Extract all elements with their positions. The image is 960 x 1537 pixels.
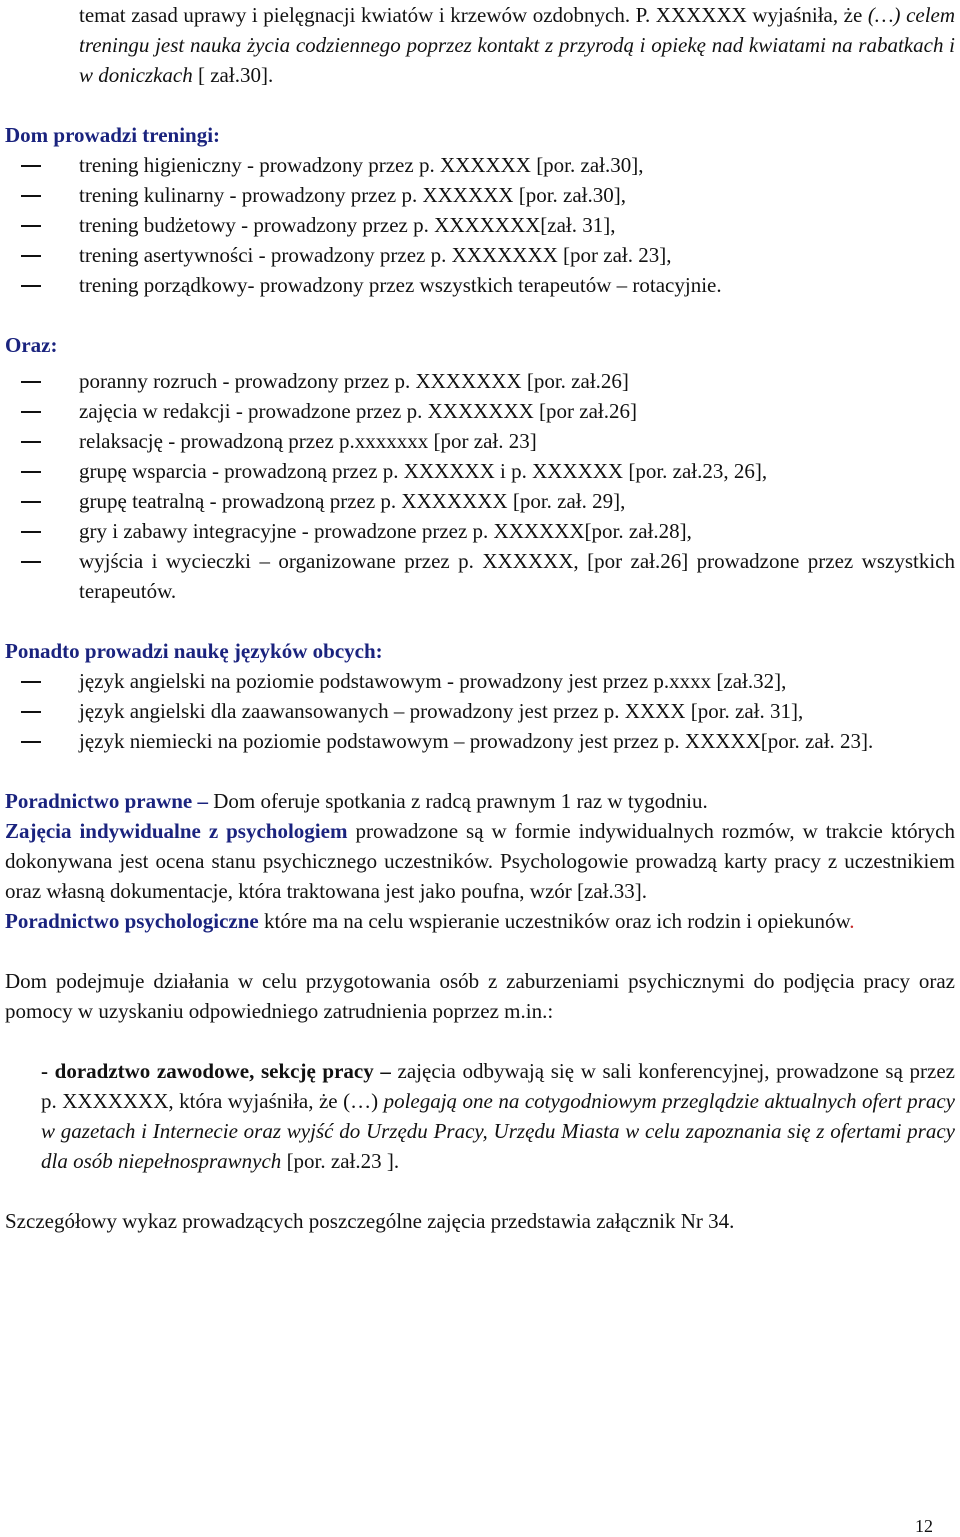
intro-line-1: temat zasad uprawy i pielęgnacji kwiatów i krzewów ozdobnych. P. XXXXXX xyxy=(79,3,747,27)
psych-counsel-label: Poradnictwo psychologiczne xyxy=(5,909,259,933)
list-item: wyjścia i wycieczki – organizowane przez p. XXXXXX, [por zał.26] prowadzone przez wszystkich terapeutów. xyxy=(5,546,955,606)
legal-text: Dom oferuje spotkania z radcą prawnym 1 raz w tygodniu. xyxy=(208,789,708,813)
intro-text-c: [ zał.30]. xyxy=(192,63,274,87)
also-list xyxy=(5,366,955,606)
intro-paragraph xyxy=(5,0,955,90)
page-number: 12 xyxy=(915,1516,933,1536)
also-heading: Oraz: xyxy=(5,333,58,357)
languages-list xyxy=(5,666,955,756)
document-page xyxy=(5,0,955,1236)
career-text-2: [por. zał.23 ]. xyxy=(281,1149,400,1173)
career-paragraph xyxy=(5,1056,955,1176)
employment-paragraph: Dom podejmuje działania w celu przygotowania osób z zaburzeniami psychicznymi do podjęcia pracy oraz pomocy w uzyskaniu odpowiedniego zatrudnienia poprzez m.in.: xyxy=(5,969,955,1023)
list-item: trening porządkowy- prowadzony przez wszystkich terapeutów – rotacyjnie. xyxy=(5,270,955,300)
intro-quote: (…) celem treningu jest nauka życia codziennego poprzez kontakt z przyrodą i opiekę nad kwiatami na rabatkach i w doniczkach xyxy=(79,3,956,87)
list-item: trening budżetowy - prowadzony przez p. XXXXXXX[zał. 31], xyxy=(5,210,955,240)
trainings-list xyxy=(5,150,955,300)
career-label: - doradztwo zawodowe, sekcję pracy – xyxy=(41,1059,391,1083)
list-item: język angielski dla zaawansowanych – prowadzony jest przez p. XXXX [por. zał. 31], xyxy=(5,696,955,726)
list-item: relaksację - prowadzoną przez p.xxxxxxx [por zał. 23] xyxy=(5,426,955,456)
psych-counsel-text: które ma na celu wspieranie uczestników oraz ich rodzin i opiekunów xyxy=(258,909,850,933)
list-item: język angielski na poziomie podstawowym - prowadzony jest przez p.xxxx [zał.32], xyxy=(5,666,955,696)
list-item: trening asertywności - prowadzony przez p. XXXXXXX [por zał. 23], xyxy=(5,240,955,270)
legal-paragraph xyxy=(5,786,955,816)
list-item: gry i zabawy integracyjne - prowadzone przez p. XXXXXX[por. zał.28], xyxy=(5,516,955,546)
summary-paragraph: Szczegółowy wykaz prowadzących poszczególne zajęcia przedstawia załącznik Nr 34. xyxy=(5,1209,735,1233)
list-item: grupę teatralną - prowadzoną przez p. XXXXXXX [por. zał. 29], xyxy=(5,486,955,516)
psych-counsel-paragraph xyxy=(5,906,955,936)
list-item: grupę wsparcia - prowadzoną przez p. XXXXXX i p. XXXXXX [por. zał.23, 26], xyxy=(5,456,955,486)
career-text-1: zajęcia odbywają się w sali konferencyjnej, prowadzone są przez p. XXXXXXX, która wyjaśniła, że (…) xyxy=(41,1059,955,1113)
career-quote: polegają one na cotygodniowym przeglądzie aktualnych ofert pracy w gazetach i Internecie oraz wyjść do Urzędu Pracy, Urzędu Miasta w celu zapoznania się z ofertami pracy dla osób niepełnosprawnych xyxy=(41,1089,955,1173)
psych-counsel-dot: . xyxy=(849,909,855,933)
languages-heading: Ponadto prowadzi naukę języków obcych: xyxy=(5,639,383,663)
list-item: język niemiecki na poziomie podstawowym – prowadzony jest przez p. XXXXX[por. zał. 23]. xyxy=(5,726,955,756)
psych-individual-text: prowadzone są w formie indywidualnych rozmów, w trakcie których dokonywana jest ocena stanu psychicznego uczestników. Psychologowie prowadzą karty pracy z uczestnikiem oraz własną dokumentacje, która traktowana jest jako poufna, wzór [zał.33]. xyxy=(5,819,955,903)
list-item: trening higieniczny - prowadzony przez p. XXXXXX [por. zał.30], xyxy=(5,150,955,180)
psych-individual-paragraph xyxy=(5,816,955,906)
list-item: poranny rozruch - prowadzony przez p. XXXXXXX [por. zał.26] xyxy=(5,366,955,396)
trainings-heading: Dom prowadzi treningi: xyxy=(5,123,221,147)
intro-text-a: wyjaśniła, że xyxy=(752,3,868,27)
legal-label: Poradnictwo prawne – xyxy=(5,789,208,813)
list-item: zajęcia w redakcji - prowadzone przez p. XXXXXXX [por zał.26] xyxy=(5,396,955,426)
psych-individual-label: Zajęcia indywidualne z psychologiem xyxy=(5,819,348,843)
list-item: trening kulinarny - prowadzony przez p. XXXXXX [por. zał.30], xyxy=(5,180,955,210)
